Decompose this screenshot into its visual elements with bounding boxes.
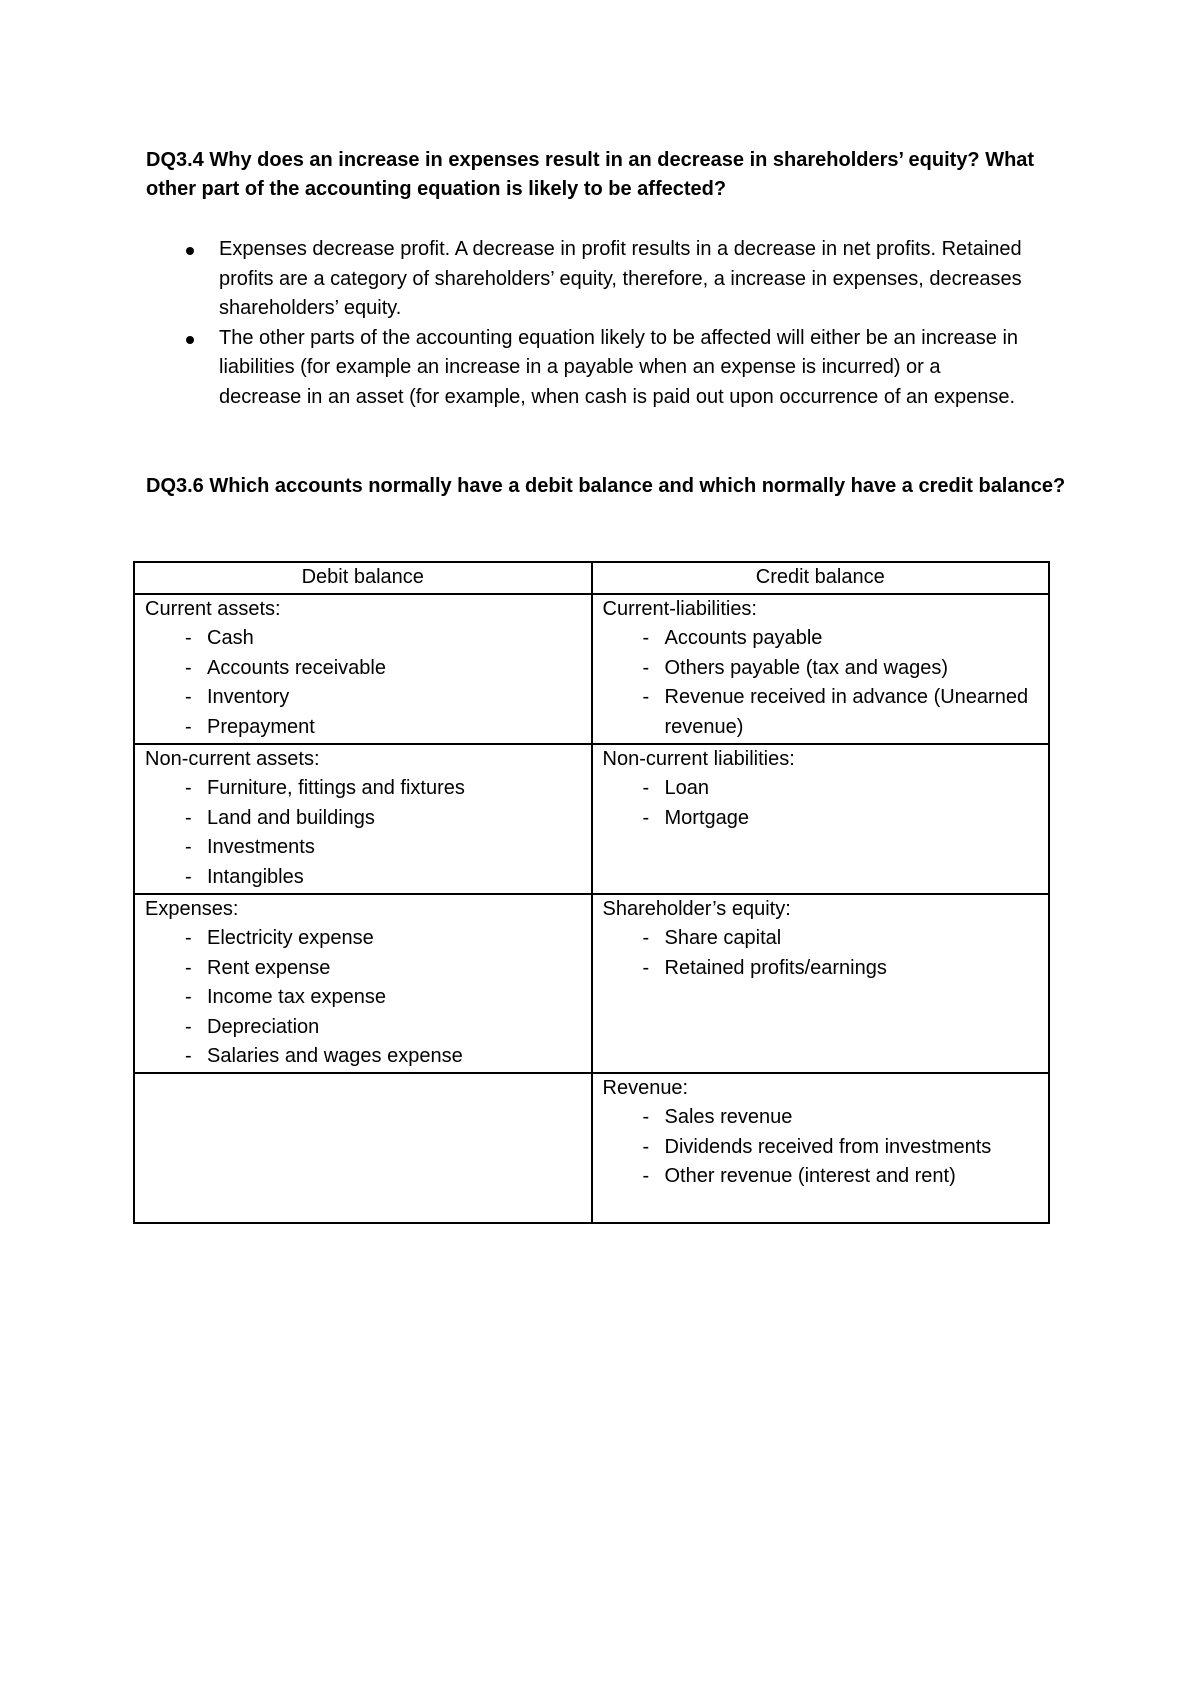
dash-icon: -: [642, 806, 650, 829]
dash-icon: -: [642, 1106, 650, 1128]
credit-cell: [592, 894, 1050, 1073]
table-row: [134, 594, 1049, 744]
dash-icon: -: [185, 927, 192, 949]
dash-icon: -: [642, 777, 650, 799]
account-name: Land and buildings: [207, 806, 375, 829]
account-name: Inventory: [207, 686, 290, 708]
table-row: [134, 1073, 1049, 1223]
account-list: [603, 924, 1039, 983]
section-title: Expenses:: [145, 897, 239, 920]
account-list: [603, 1103, 1039, 1192]
dash-icon: -: [642, 627, 650, 649]
account-list: [145, 624, 581, 742]
table-body: [134, 594, 1049, 1223]
account-list: [145, 924, 581, 1072]
account-item: [603, 774, 1039, 804]
account-name: Others payable (tax and wages): [664, 656, 948, 679]
answer-bullet-text: The other parts of the accounting equation likely to be affected will either be an increase in liabilities (for example an increase in a payable when an expense is incurred) or a decrease in an asset (for example, when cash is paid out upon occurrence of an expense.: [219, 326, 1019, 408]
account-name: Rent expense: [207, 956, 331, 979]
account-name: Share capital: [664, 927, 782, 949]
credit-cell: [592, 1073, 1050, 1223]
account-item: [145, 654, 581, 684]
account-name: Dividends received from investments: [664, 1135, 992, 1158]
dash-icon: -: [642, 956, 650, 979]
answer-bullet: [146, 235, 1026, 324]
credit-cell: [592, 744, 1050, 894]
dash-icon: -: [185, 836, 192, 858]
dash-icon: -: [185, 986, 192, 1008]
question-heading-dq3-6: DQ3.6 Which accounts normally have a debit balance and which normally have a credit balance?: [146, 475, 1066, 497]
bullet-icon: [186, 247, 194, 255]
table-row: [134, 744, 1049, 894]
dash-icon: -: [642, 656, 650, 679]
section-title: Non-current liabilities:: [602, 747, 795, 770]
account-name: Cash: [207, 627, 254, 649]
section-title: Current-liabilities:: [602, 597, 757, 620]
dash-icon: -: [185, 1045, 192, 1067]
answer-bullet-list: [146, 235, 1026, 412]
account-name: Investments: [207, 836, 315, 858]
account-item: [145, 774, 581, 804]
section-title: Revenue:: [602, 1076, 689, 1099]
account-item: [603, 1162, 1039, 1192]
dash-icon: -: [185, 806, 192, 829]
account-name: Intangibles: [207, 865, 304, 888]
credit-cell: [592, 594, 1050, 744]
dash-icon: -: [185, 1015, 192, 1038]
account-name: Accounts receivable: [207, 656, 386, 679]
account-name: Income tax expense: [207, 986, 386, 1008]
account-name: Sales revenue: [664, 1106, 793, 1128]
account-name: Prepayment: [207, 715, 315, 738]
account-item: [603, 804, 1039, 834]
balance-table: [133, 561, 1050, 1224]
account-name: Loan: [664, 777, 709, 799]
account-item: [145, 683, 581, 713]
debit-cell: [134, 894, 592, 1073]
dash-icon: -: [185, 715, 192, 738]
account-name: Revenue received in advance (Unearned revenue): [664, 686, 1029, 738]
account-item: [145, 863, 581, 893]
account-item: [145, 713, 581, 743]
account-item: [145, 954, 581, 984]
dash-icon: -: [185, 627, 192, 649]
account-name: Salaries and wages expense: [207, 1045, 463, 1067]
answer-bullet-text: Expenses decrease profit. A decrease in profit results in a decrease in net profits. Retained profits are a category of shareholders’ equity, therefore, a increase in expenses, decreases shareholders’ equity.: [219, 238, 1022, 319]
section-title: Non-current assets:: [145, 747, 320, 770]
dash-icon: -: [185, 956, 192, 979]
account-item: [603, 624, 1039, 654]
account-list: [603, 774, 1039, 833]
account-item: [145, 983, 581, 1013]
account-item: [145, 1013, 581, 1043]
account-name: Retained profits/earnings: [664, 956, 887, 979]
account-item: [603, 1133, 1039, 1163]
account-name: Accounts payable: [664, 627, 823, 649]
account-item: [603, 924, 1039, 954]
account-name: Furniture, fittings and fixtures: [207, 777, 465, 799]
dash-icon: -: [185, 656, 192, 679]
question-heading-dq3-4: DQ3.4 Why does an increase in expenses result in an decrease in shareholders’ equity? What other part of the accounting equation is likely to be affected?: [146, 149, 1035, 200]
debit-cell-empty: [134, 1073, 592, 1223]
debit-cell: [134, 594, 592, 744]
account-name: Other revenue (interest and rent): [664, 1165, 956, 1187]
account-item: [603, 954, 1039, 984]
column-header-debit: Debit balance: [134, 562, 592, 594]
dash-icon: -: [185, 865, 192, 888]
account-item: [603, 654, 1039, 684]
table-row: [134, 894, 1049, 1073]
account-list: [603, 624, 1039, 742]
table-header-row: [134, 562, 1049, 594]
account-item: [145, 804, 581, 834]
section-title: Shareholder’s equity:: [602, 897, 791, 920]
account-name: Depreciation: [207, 1015, 320, 1038]
account-item: [603, 1103, 1039, 1133]
dash-icon: -: [642, 686, 650, 708]
account-name: Electricity expense: [207, 927, 374, 949]
dash-icon: -: [642, 927, 650, 949]
section-title: Current assets:: [145, 597, 281, 620]
account-name: Mortgage: [664, 806, 749, 829]
account-item: [145, 924, 581, 954]
dash-icon: -: [642, 1135, 650, 1158]
answer-bullet: [146, 324, 1026, 413]
debit-cell: [134, 744, 592, 894]
dash-icon: -: [642, 1165, 650, 1187]
account-item: [145, 1042, 581, 1072]
account-item: [145, 833, 581, 863]
account-item: [603, 683, 1039, 742]
column-header-credit: Credit balance: [592, 562, 1050, 594]
dash-icon: -: [185, 777, 192, 799]
account-item: [145, 624, 581, 654]
account-list: [145, 774, 581, 892]
bullet-icon: [186, 336, 194, 344]
dash-icon: -: [185, 686, 192, 708]
